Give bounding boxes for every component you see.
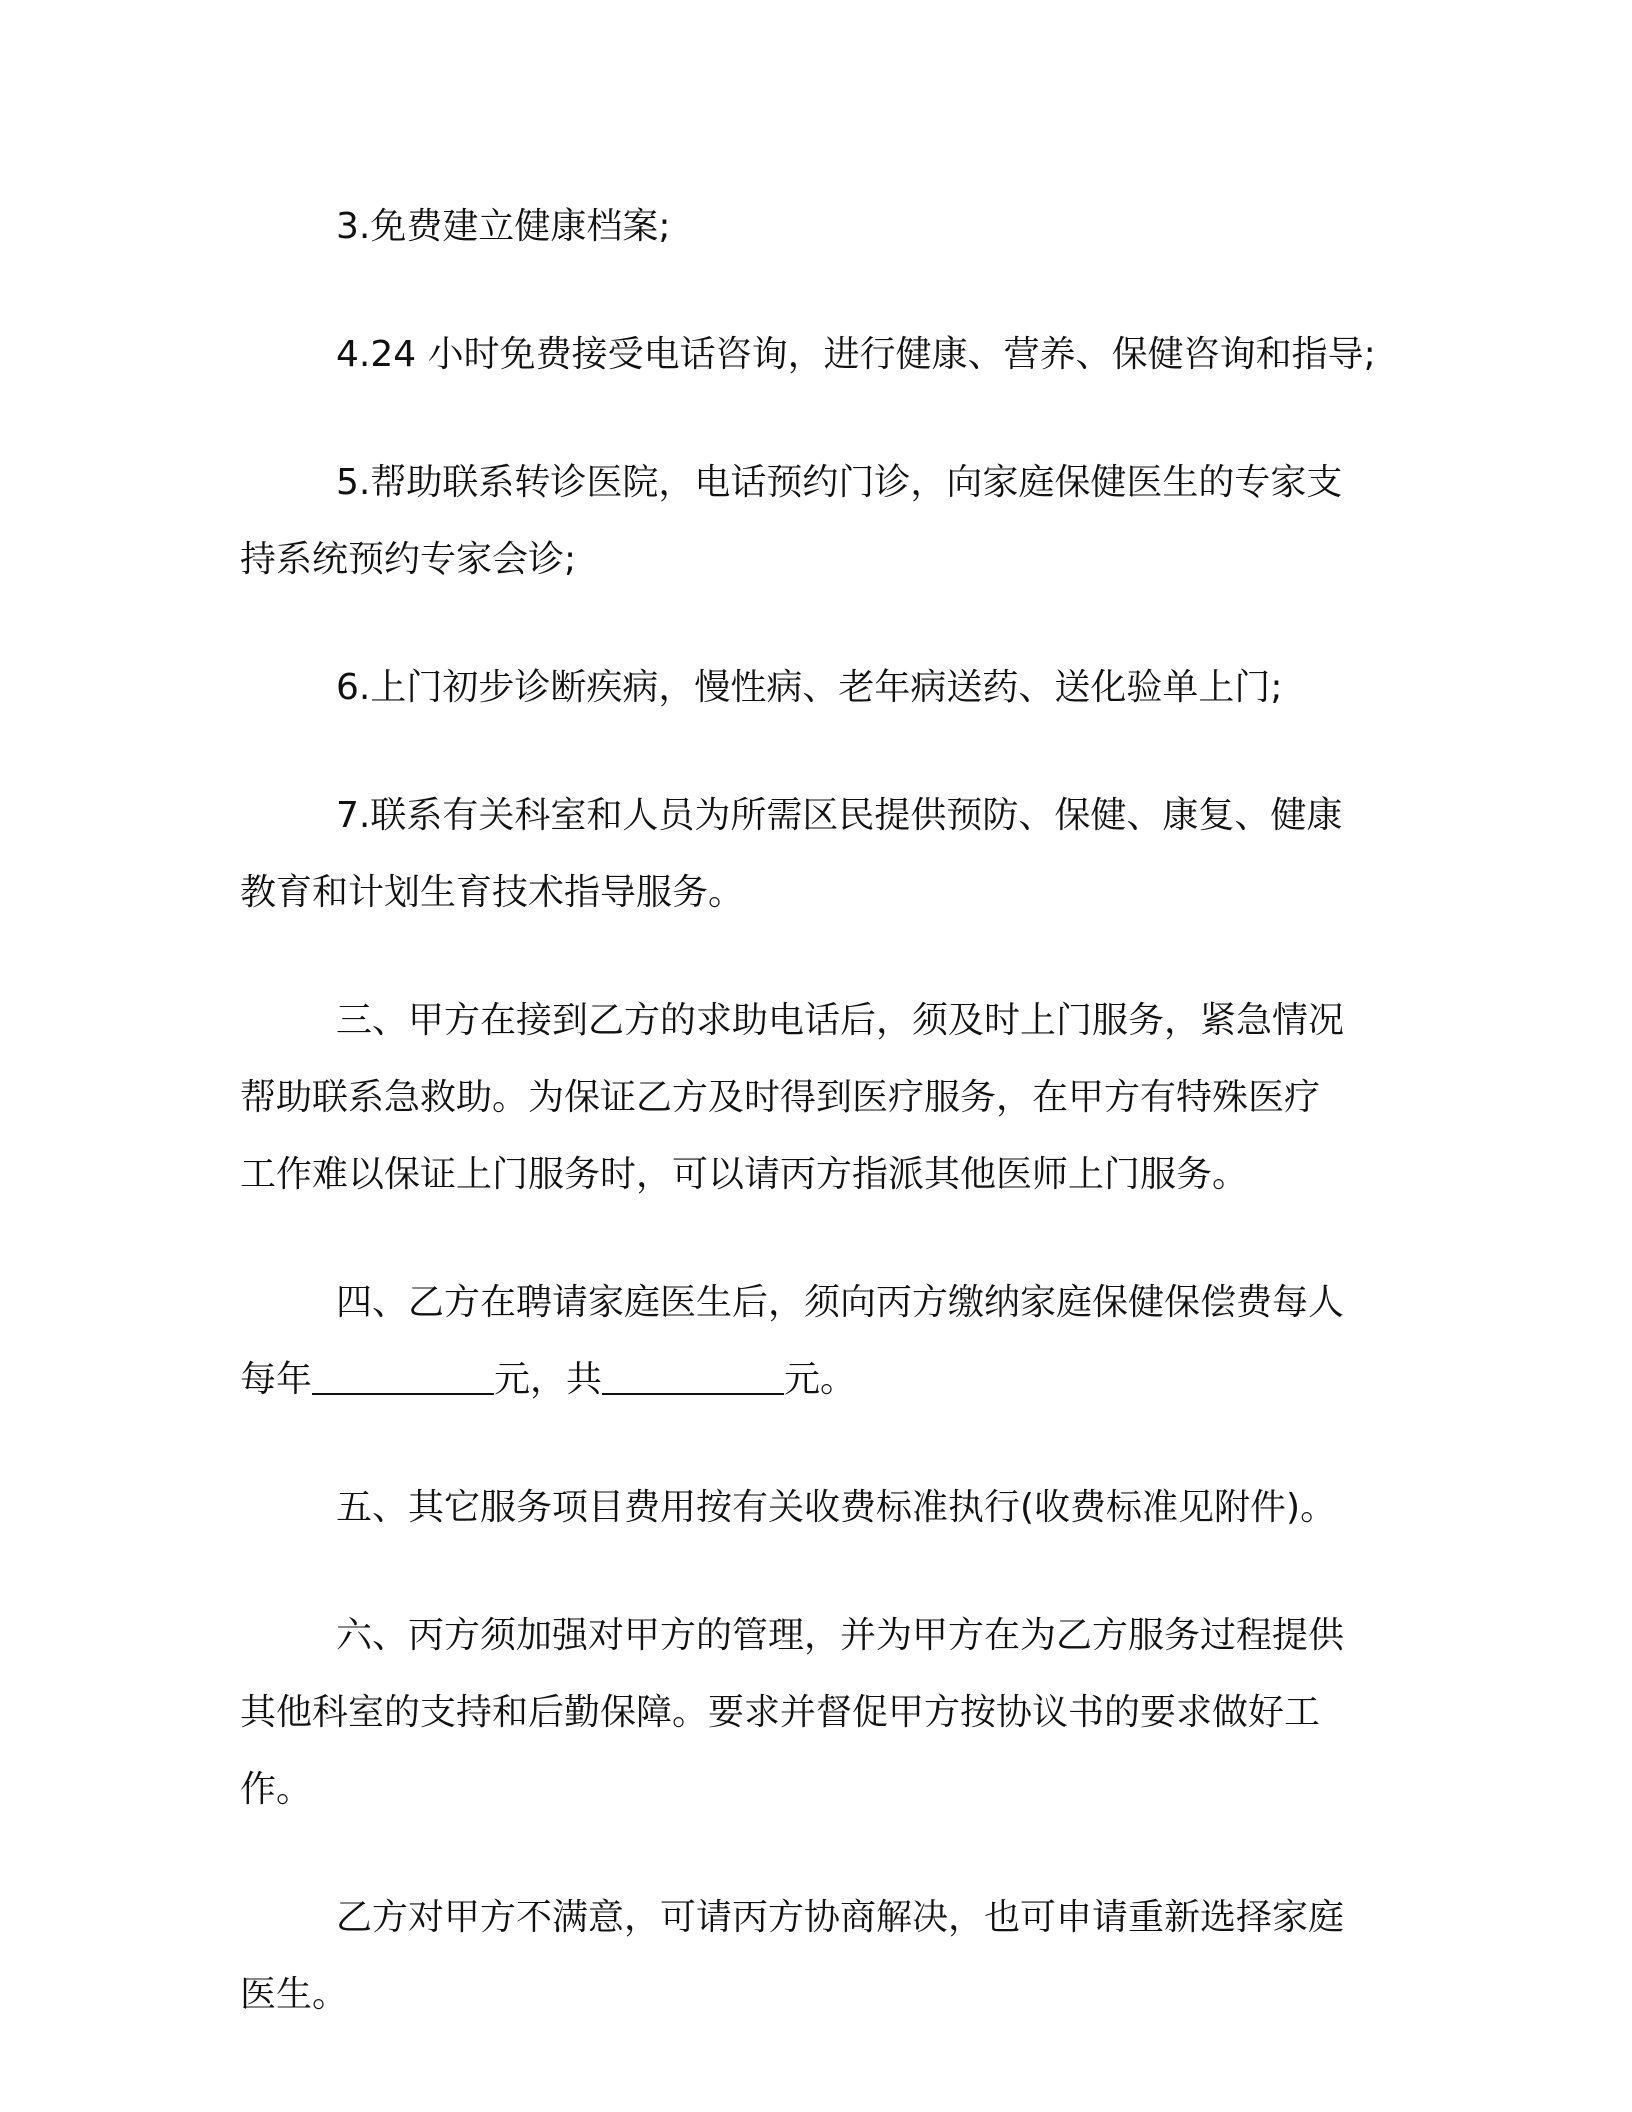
text-line: 三、甲方在接到乙方的求助电话后，须及时上门服务，紧急情况 [336, 1000, 1345, 1041]
text-line: 帮助联系急救助。为保证乙方及时得到医疗服务，在甲方有特殊医疗 [240, 1077, 1321, 1118]
fee-suffix: 元。 [784, 1359, 857, 1400]
text-line: 四、乙方在聘请家庭医生后，须向丙方缴纳家庭保健保偿费每人 [336, 1282, 1345, 1323]
clause-7 [240, 777, 1392, 931]
document-body [240, 188, 1392, 2084]
article-four [240, 1264, 1392, 1341]
text-line: 工作难以保证上门服务时，可以请丙方指派其他医师上门服务。 [240, 1154, 1249, 1195]
article-three [240, 982, 1392, 1213]
text-line: 5.帮助联系转诊医院，电话预约门诊，向家庭保健医生的专家支 [336, 462, 1343, 503]
fee-middle: 元，共 [494, 1359, 603, 1400]
fee-line-text [240, 1341, 1392, 1418]
text-line: 3.免费建立健康档案; [336, 206, 671, 247]
text-line: 乙方对甲方不满意，可请丙方协商解决，也可申请重新选择家庭 [336, 1897, 1345, 1938]
text-line: 持系统预约专家会诊; [240, 539, 577, 580]
text-line: 其他科室的支持和后勤保障。要求并督促甲方按协议书的要求做好工 [240, 1692, 1321, 1733]
text-line: 7.联系有关科室和人员为所需区民提供预防、保健、康复、健康 [336, 795, 1343, 836]
text-line: 作。 [240, 1769, 313, 1810]
text-line: 教育和计划生育技术指导服务。 [240, 872, 745, 913]
text-line: 五、其它服务项目费用按有关收费标准执行(收费标准见附件)。 [336, 1487, 1337, 1528]
fee-line [240, 1341, 1392, 1418]
fee-total-blank[interactable] [602, 1363, 784, 1395]
article-five [240, 1469, 1392, 1546]
clause-4 [240, 316, 1392, 393]
dissatisfaction-clause [240, 1879, 1392, 2033]
text-line: 6.上门初步诊断疾病，慢性病、老年病送药、送化验单上门; [336, 667, 1283, 708]
article-six [240, 1597, 1392, 1828]
text-line: 医生。 [240, 1974, 349, 2015]
text-line: 六、丙方须加强对甲方的管理，并为甲方在为乙方服务过程提供 [336, 1615, 1345, 1656]
clause-3 [240, 188, 1392, 265]
clause-6 [240, 649, 1392, 726]
fee-prefix: 每年 [240, 1359, 313, 1400]
text-line: 4.24 小时免费接受电话咨询，进行健康、营养、保健咨询和指导; [336, 334, 1376, 375]
clause-5 [240, 444, 1392, 598]
fee-per-year-blank[interactable] [312, 1363, 494, 1395]
